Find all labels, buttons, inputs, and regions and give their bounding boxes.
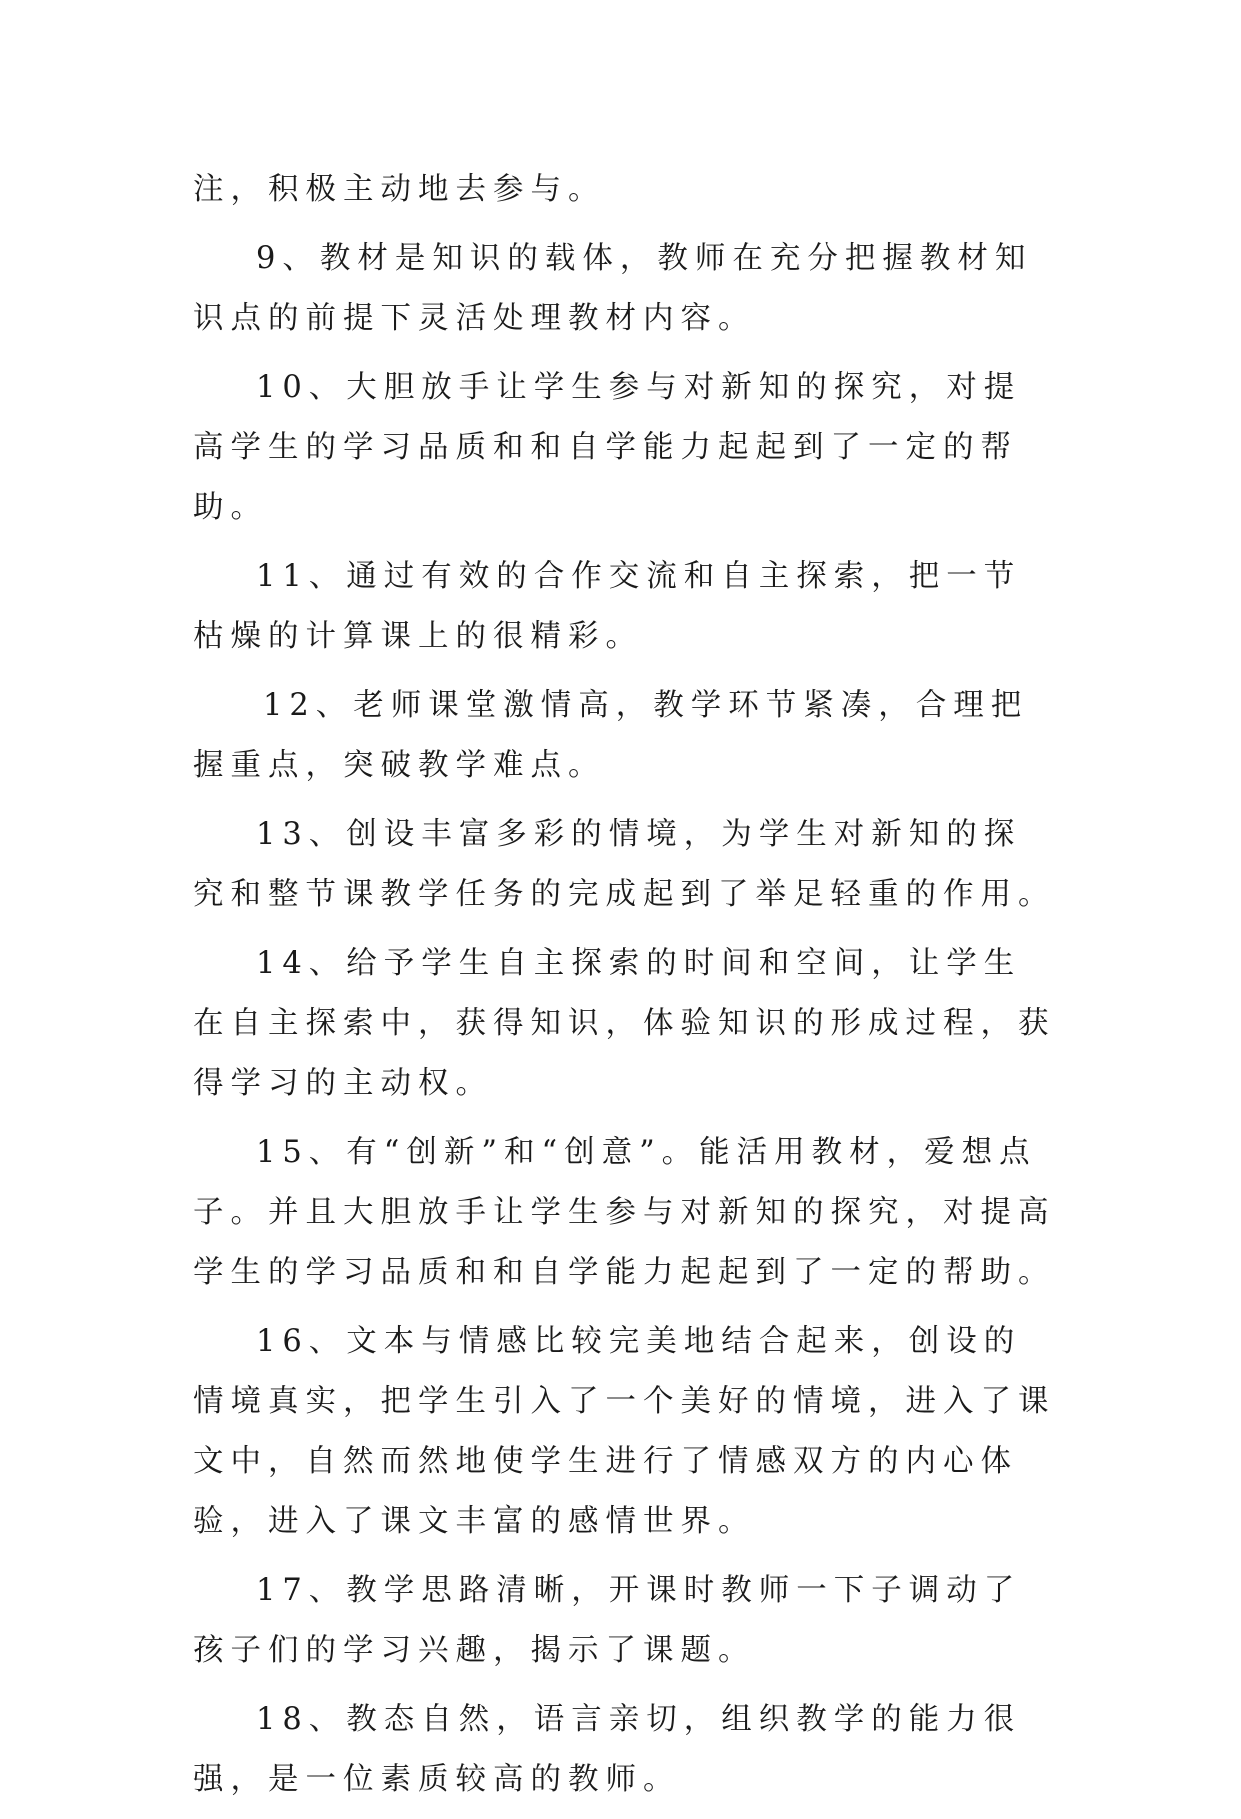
paragraph-item-16: 16、文本与情感比较完美地结合起来，创设的情境真实，把学生引入了一个美好的情境，进入了课文中，自然而然地使学生进行了情感双方的内心体验，进入了课文丰富的感情世界。 (193, 1324, 1056, 1539)
paragraph-item-12: 12、老师课堂激情高，教学环节紧凑，合理把握重点，突破教学难点。 (193, 688, 1029, 783)
paragraph-item-9: 9、教材是知识的载体，教师在充分把握教材知识点的前提下灵活处理教材内容。 (193, 241, 1033, 336)
paragraph-continuation: 注，积极主动地去参与。 (193, 172, 606, 207)
paragraph-item-11: 11、通过有效的合作交流和自主探索，把一节枯燥的计算课上的很精彩。 (193, 559, 1022, 654)
paragraph-item-14: 14、给予学生自主探索的时间和空间，让学生在自主探索中，获得知识，体验知识的形成过程，获得学习的主动权。 (193, 946, 1056, 1101)
paragraph-item-10: 10、大胆放手让学生参与对新知的探究，对提高学生的学习品质和和自学能力起起到了一定的帮助。 (193, 370, 1022, 525)
paragraph-item-17: 17、教学思路清晰，开课时教师一下子调动了孩子们的学习兴趣，揭示了课题。 (193, 1573, 1022, 1668)
paragraph-item-18: 18、教态自然，语言亲切，组织教学的能力很强，是一位素质较高的教师。 (193, 1702, 1022, 1797)
paragraph-item-15: 15、有“创新”和“创意”。能活用教材，爱想点子。并且大胆放手让学生参与对新知的探究，对提高学生的学习品质和和自学能力起起到了一定的帮助。 (193, 1135, 1056, 1290)
document-body (193, 160, 1058, 1819)
paragraph-item-13: 13、创设丰富多彩的情境，为学生对新知的探究和整节课教学任务的完成起到了举足轻重的作用。 (193, 817, 1056, 912)
